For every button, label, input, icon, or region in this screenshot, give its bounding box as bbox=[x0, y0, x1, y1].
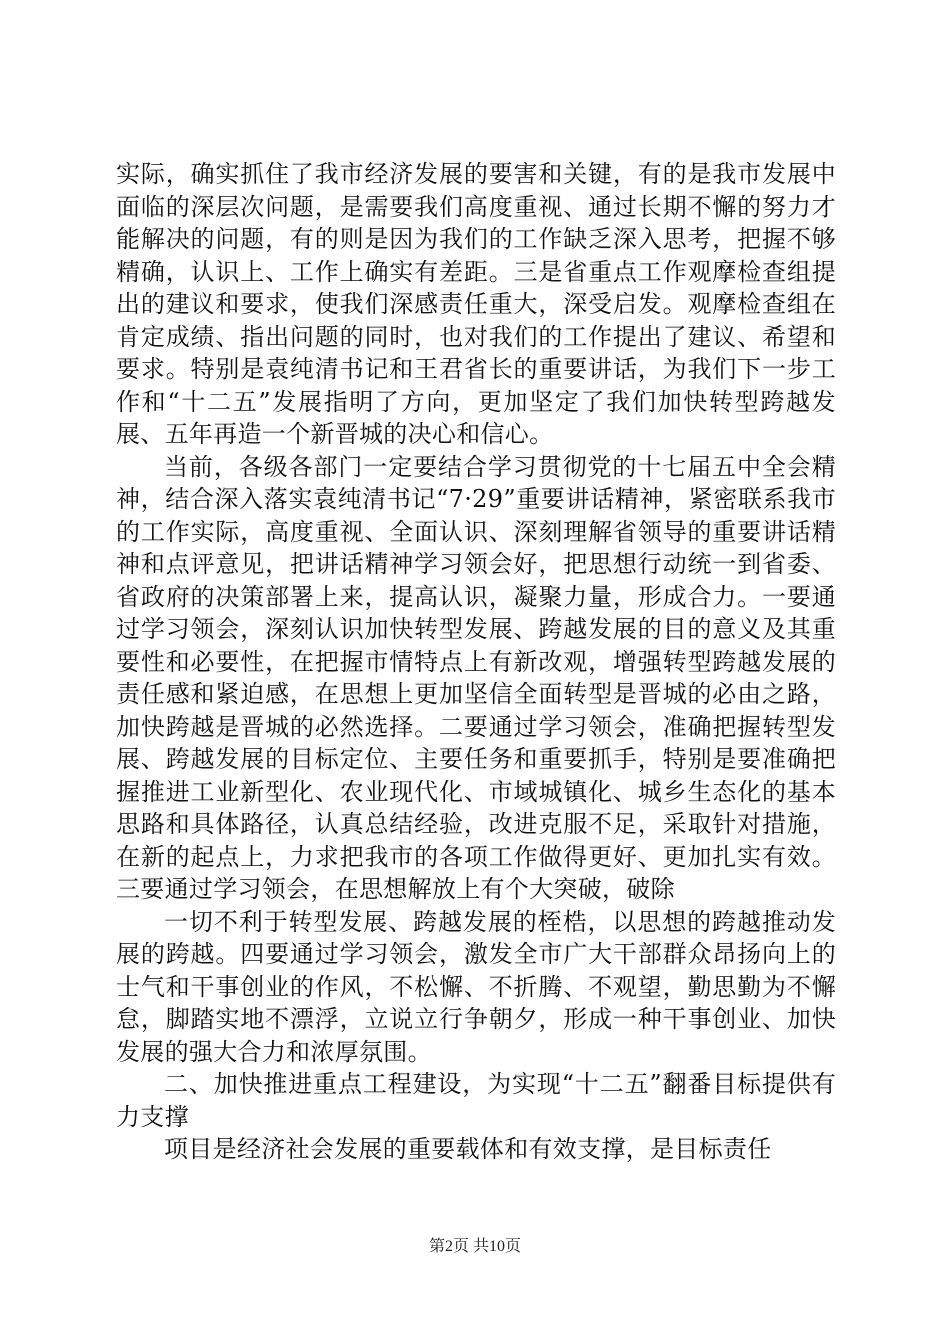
paragraph-3: 一切不利于转型发展、跨越发展的桎梏，以思想的跨越推动发展的跨越。四要通过学习领会，激发全市广大干部群众昂扬向上的士气和干事创业的作风，不松懈、不折腾、不观望，勤思勤为不懈怠，脚踏实地不漂浮，立说立行争朝夕，形成一种干事创业、加快发展的强大合力和浓厚氛围。 bbox=[116, 907, 836, 1066]
page-footer bbox=[0, 1237, 950, 1257]
page-number-label: 第2页 共10页 bbox=[428, 1238, 521, 1255]
paragraph-5: 项目是经济社会发展的重要载体和有效支撑，是目标责任 bbox=[164, 1135, 772, 1163]
section-heading: 二、加快推进重点工程建设，为实现“十二五”翻番目标提供有力支撑 bbox=[116, 1070, 836, 1131]
document-body bbox=[116, 158, 836, 1166]
paragraph-1: 实际，确实抓住了我市经济发展的要害和关键，有的是我市发展中面临的深层次问题，是需要我们高度重视、通过长期不懈的努力才能解决的问题，有的则是因为我们的工作缺乏深入思考，把握不够精确，认识上、工作上确实有差距。三是省重点工作观摩检查组提出的建议和要求，使我们深感责任重大，深受启发。观摩检查组在肯定成绩、指出问题的同时，也对我们的工作提出了建议、希望和要求。特别是袁纯清书记和王君省长的重要讲话，为我们下一步工作和“十二五”发展指明了方向，更加坚定了我们加快转型跨越发展、五年再造一个新晋城的决心和信心。 bbox=[116, 160, 836, 448]
paragraph-2: 当前，各级各部门一定要结合学习贯彻党的十七届五中全会精神，结合深入落实袁纯清书记“7·29”重要讲话精神，紧密联系我市的工作实际，高度重视、全面认识、深刻理解省领导的重要讲话精神和点评意见，把讲话精神学习领会好，把思想行动统一到省委、省政府的决策部署上来，提高认识，凝聚力量，形成合力。一要通过学习领会，深刻认识加快转型发展、跨越发展的目的意义及其重要性和必要性，在把握市情特点上有新改观，增强转型跨越发展的责任感和紧迫感，在思想上更加坚信全面转型是晋城的必由之路，加快跨越是晋城的必然选择。二要通过学习领会，准确把握转型发展、跨越发展的目标定位、主要任务和重要抓手，特别是要准确把握推进工业新型化、农业现代化、市域城镇化、城乡生态化的基本思路和具体路径，认真总结经验，改进克服不足，采取针对措施，在新的起点上，力求把我市的各项工作做得更好、更加扎实有效。三要通过学习领会，在思想解放上有个大突破，破除 bbox=[116, 452, 836, 903]
